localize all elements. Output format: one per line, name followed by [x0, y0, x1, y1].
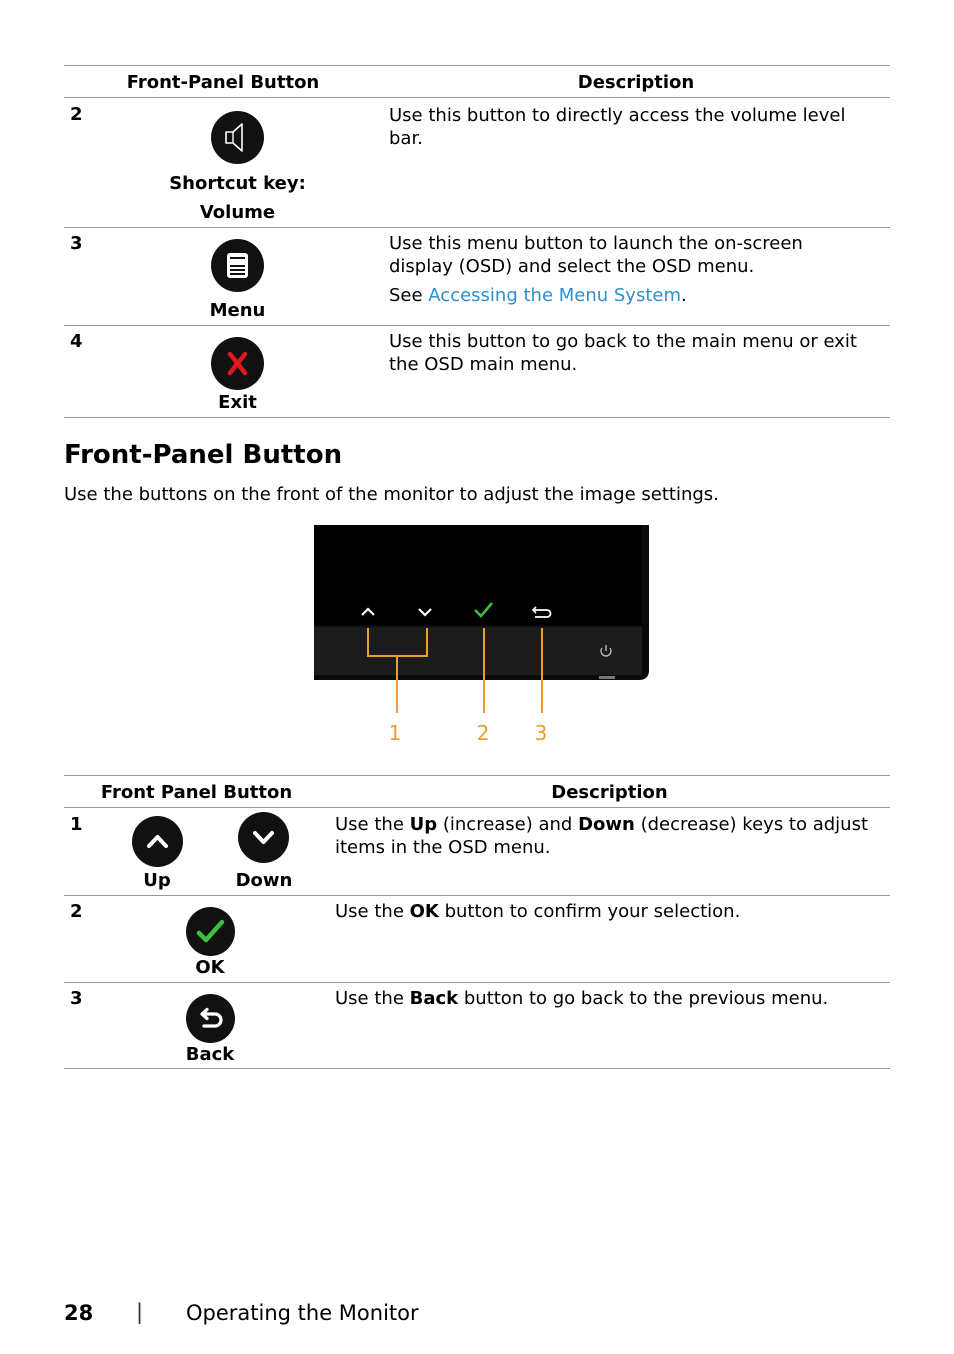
row-number: 2	[70, 901, 83, 922]
column-header-button: Front-Panel Button	[126, 72, 320, 93]
column-header-button: Front Panel Button	[100, 782, 293, 803]
column-header-description: Description	[551, 782, 668, 803]
callout-1: 1	[388, 721, 402, 745]
menu-system-link[interactable]: Accessing the Menu System	[428, 285, 681, 306]
table-top-rule	[64, 775, 890, 776]
bold-term-back: Back	[409, 988, 459, 1009]
menu-icon	[211, 239, 264, 292]
page-number: 28	[64, 1301, 94, 1325]
description-line: display (OSD) and select the OSD menu.	[389, 256, 755, 277]
back-arrow-icon	[186, 994, 235, 1043]
row-number: 1	[70, 814, 83, 835]
button-label-up: Up	[143, 870, 171, 891]
text-run: Use the	[335, 988, 410, 1009]
row-divider	[64, 227, 890, 228]
description-line: the OSD main menu.	[389, 354, 578, 375]
row-number: 3	[70, 233, 83, 254]
see-suffix: .	[681, 285, 687, 306]
text-run: Use the	[335, 901, 410, 922]
bold-term-ok: OK	[409, 901, 439, 922]
section-title: Front-Panel Button	[64, 440, 343, 470]
description-line	[335, 900, 740, 923]
row-divider	[64, 982, 890, 983]
monitor-illustration	[300, 520, 660, 750]
monitor-front-panel-figure	[300, 520, 660, 750]
row-divider	[64, 325, 890, 326]
bold-term-up: Up	[409, 814, 438, 835]
row-number: 4	[70, 331, 83, 352]
row-description	[389, 232, 803, 307]
button-label-volume: Volume	[199, 202, 276, 223]
row-description	[389, 104, 845, 150]
column-header-description: Description	[577, 72, 695, 93]
text-run: (decrease) keys to adjust	[634, 814, 869, 835]
description-line: bar.	[389, 128, 423, 149]
description-line	[335, 987, 828, 1010]
description-line: items in the OSD menu.	[335, 837, 551, 858]
text-run: button to confirm your selection.	[438, 901, 741, 922]
row-number: 2	[70, 104, 83, 125]
exit-x-icon	[211, 337, 264, 390]
button-label-exit: Exit	[218, 392, 257, 413]
row-divider	[64, 895, 890, 896]
button-label-down: Down	[235, 870, 293, 891]
speaker-icon	[211, 111, 264, 164]
button-label-ok: OK	[195, 957, 225, 978]
chapter-title: Operating the Monitor	[186, 1301, 419, 1325]
table-header-rule	[64, 97, 890, 98]
callout-3: 3	[534, 721, 548, 745]
button-label-back: Back	[185, 1044, 235, 1065]
row-number: 3	[70, 988, 83, 1009]
callout-2: 2	[476, 721, 490, 745]
table-top-rule	[64, 65, 890, 66]
description-line: Use this button to go back to the main menu or exit	[389, 331, 857, 352]
table-bottom-rule	[64, 417, 890, 418]
chevron-down-icon	[238, 812, 289, 863]
description-line	[335, 813, 868, 836]
chevron-up-icon	[132, 816, 183, 867]
row-description	[335, 900, 740, 923]
row-description	[335, 987, 828, 1010]
footer-separator: |	[136, 1300, 144, 1324]
row-description	[389, 330, 857, 376]
text-run: Use the	[335, 814, 410, 835]
button-label-shortcut: Shortcut key:	[169, 173, 306, 194]
bold-term-down: Down	[578, 814, 635, 835]
description-line: Use this button to directly access the volume level	[389, 105, 846, 126]
table-header-rule	[64, 807, 890, 808]
section-intro: Use the buttons on the front of the monitor to adjust the image settings.	[64, 484, 719, 505]
description-line: Use this menu button to launch the on-screen	[389, 233, 803, 254]
checkmark-icon	[186, 907, 235, 956]
see-prefix: See	[389, 285, 429, 306]
text-run: (increase) and	[437, 814, 579, 835]
text-run: button to go back to the previous menu.	[458, 988, 829, 1009]
see-also-line	[389, 284, 803, 307]
table-bottom-rule	[64, 1068, 890, 1069]
row-description	[335, 813, 868, 859]
button-label-menu: Menu	[209, 300, 266, 321]
